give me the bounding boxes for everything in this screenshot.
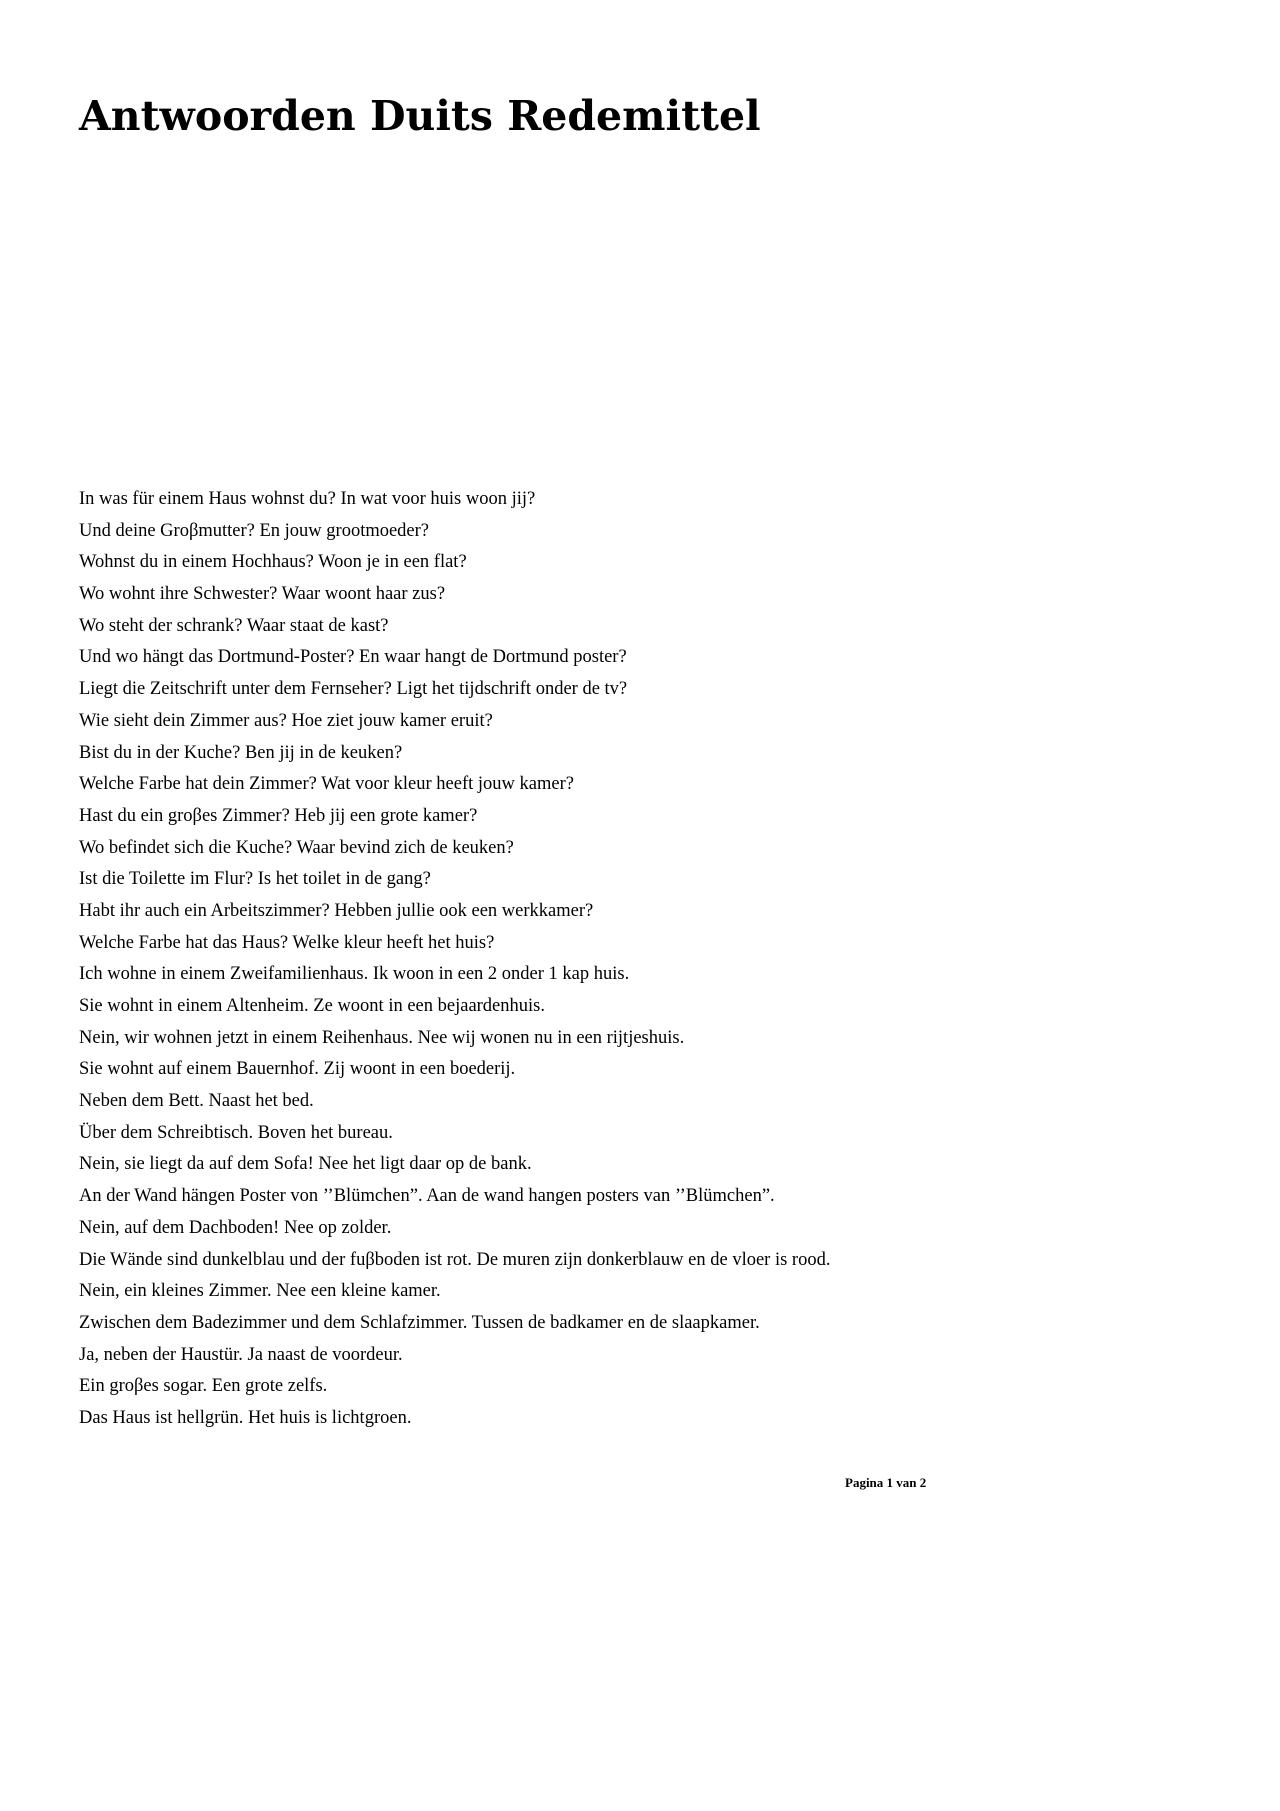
answer-line: Über dem Schreibtisch. Boven het bureau. — [79, 1122, 393, 1143]
answer-line: Nein, wir wohnen jetzt in einem Reihenhaus. Nee wij wonen nu in een rijtjeshuis. — [79, 1027, 685, 1048]
answer-line: Und deine Groβmutter? En jouw grootmoeder? — [79, 520, 430, 541]
answer-line: Ein groβes sogar. Een grote zelfs. — [79, 1376, 328, 1397]
answer-line: Nein, ein kleines Zimmer. Nee een kleine kamer. — [79, 1281, 441, 1302]
answer-line: Liegt die Zeitschrift unter dem Fernseher? Ligt het tijdschrift onder de tv? — [79, 679, 628, 700]
answer-line: Wo steht der schrank? Waar staat de kast? — [79, 615, 389, 636]
answer-line: Bist du in der Kuche? Ben jij in de keuken? — [79, 742, 403, 763]
answer-line: Die Wände sind dunkelblau und der fuβboden ist rot. De muren zijn donkerblauw en de vloer is rood. — [79, 1249, 831, 1270]
answer-list — [79, 484, 1039, 1435]
answer-line: Das Haus ist hellgrün. Het huis is lichtgroen. — [79, 1407, 412, 1428]
answer-line: Hast du ein groβes Zimmer? Heb jij een grote kamer? — [79, 805, 478, 826]
answer-line: Neben dem Bett. Naast het bed. — [79, 1091, 314, 1112]
answer-line: Zwischen dem Badezimmer und dem Schlafzimmer. Tussen de badkamer en de slaapkamer. — [79, 1312, 760, 1333]
answer-line: Nein, sie liegt da auf dem Sofa! Nee het ligt daar op de bank. — [79, 1154, 532, 1175]
answer-line: Welche Farbe hat dein Zimmer? Wat voor kleur heeft jouw kamer? — [79, 774, 574, 795]
answer-line: Wo befindet sich die Kuche? Waar bevind zich de keuken? — [79, 837, 514, 858]
answer-line: Nein, auf dem Dachboden! Nee op zolder. — [79, 1217, 392, 1238]
answer-line: Wo wohnt ihre Schwester? Waar woont haar zus? — [79, 584, 446, 605]
answer-line: In was für einem Haus wohnst du? In wat voor huis woon jij? — [79, 489, 536, 509]
answer-line: Sie wohnt in einem Altenheim. Ze woont in een bejaardenhuis. — [79, 996, 545, 1016]
answer-line: Wohnst du in einem Hochhaus? Woon je in een flat? — [79, 552, 467, 573]
answer-line: Sie wohnt auf einem Bauernhof. Zij woont in een boederij. — [79, 1059, 516, 1080]
answer-line: Habt ihr auch ein Arbeitszimmer? Hebben jullie ook een werkkamer? — [79, 900, 594, 921]
answer-line: Ja, neben der Haustür. Ja naast de voordeur. — [79, 1344, 403, 1365]
answer-line: Ist die Toilette im Flur? Is het toilet in de gang? — [79, 869, 431, 890]
answer-line: Welche Farbe hat das Haus? Welke kleur heeft het huis? — [79, 932, 495, 953]
answer-line: Und wo hängt das Dortmund-Poster? En waar hangt de Dortmund poster? — [79, 647, 627, 668]
answer-line: Wie sieht dein Zimmer aus? Hoe ziet jouw kamer eruit? — [79, 710, 493, 731]
page-number: Pagina 1 van 2 — [845, 1475, 927, 1490]
answer-line: An der Wand hängen Poster von ’’Blümchen”. Aan de wand hangen posters van ’’Blümchen”. — [79, 1186, 775, 1207]
answer-line: Ich wohne in einem Zweifamilienhaus. Ik woon in een 2 onder 1 kap huis. — [79, 964, 630, 985]
page-title: Antwoorden Duits Redemittel — [79, 92, 761, 140]
